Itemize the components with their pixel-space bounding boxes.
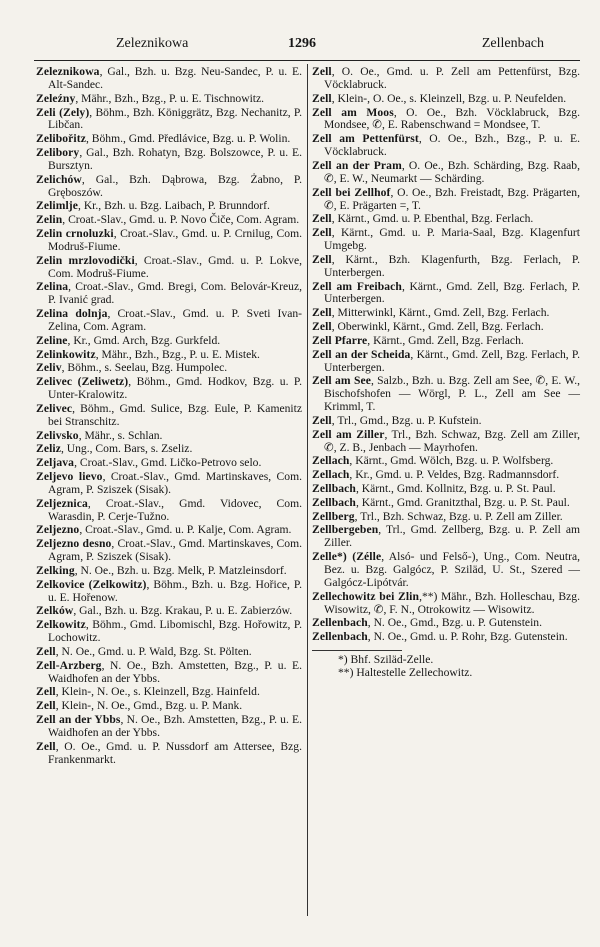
entry: Zellbach, Kärnt., Gmd. Kollnitz, Bzg. u. P. St. Paul. bbox=[312, 482, 556, 496]
footnote: *) Bhf. Sziläd-Zelle. bbox=[338, 653, 434, 667]
entry: Zeljevo lievo, Croat.-Slav., Gmd. Martinskaves, Com. Agram, P. Sziszek (Sisak). bbox=[36, 470, 302, 496]
entry: Zell an der Ybbs, N. Oe., Bzh. Amstetten, Bzg., P. u. E. Waidhofen an der Ybbs. bbox=[36, 713, 302, 739]
entry: Zelivec, Böhm., Gmd. Sulice, Bzg. Eule, P. Kamenitz bei Stranschitz. bbox=[36, 401, 302, 428]
entry: Zeljezno desno, Croat.-Slav., Gmd. Martinskaves, Com. Agram, P. Sziszek (Sisak). bbox=[36, 537, 302, 564]
entry: Zelking, N. Oe., Bzh. u. Bzg. Melk, P. Matzleinsdorf. bbox=[36, 563, 287, 577]
entry: Zeleznikowa, Gal., Bzh. u. Bzg. Neu-Sandec, P. u. E. Alt-Sandec. bbox=[36, 65, 302, 91]
entry: Zell, Klein-, O. Oe., s. Kleinzell, Bzg. u. P. Neufelden. bbox=[312, 91, 567, 105]
entry: Zell am Freibach, Kärnt., Gmd. Zell, Bzg. Ferlach, P. Unterbergen. bbox=[312, 279, 580, 306]
entry: Zell an der Pram, O. Oe., Bzh. Schärding, Bzg. Raab, ✆, E. W., Neumarkt — Schärding. bbox=[312, 158, 581, 185]
entry: Zelibory, Gal., Bzh. Rohatyn, Bzg. Bolszowce, P. u. E. Bursztyn. bbox=[36, 146, 302, 172]
entry: Zelina dolnja, Croat.-Slav., Gmd. u. P. Sveti Ivan-Zelina, Com. Agram. bbox=[36, 307, 302, 334]
entry: Zellberg, Trl., Bzh. Schwaz, Bzg. u. P. Zell am Ziller. bbox=[312, 509, 563, 523]
column-divider bbox=[307, 64, 308, 916]
entry: Zelibořitz, Böhm., Gmd. Předlávice, Bzg. u. P. Wolin. bbox=[36, 132, 291, 146]
entry: Zell, O. Oe., Gmd. u. P. Nussdorf am Attersee, Bzg. Frankenmarkt. bbox=[36, 739, 302, 766]
header-rule bbox=[34, 60, 580, 61]
entry: Zellbergeben, Trl., Gmd. Zellberg, Bzg. u. P. Zell am Ziller. bbox=[312, 523, 580, 550]
entry: Zell am Moos, O. Oe., Bzh. Vöcklabruck, Bzg. Mondsee, ✆, E. Rabenschwand = Mondsee, T. bbox=[312, 105, 580, 132]
entry: Zeliz, Ung., Com. Bars, s. Zseliz. bbox=[36, 442, 193, 456]
entry: Zelinkowitz, Mähr., Bzh., Bzg., P. u. E. Mistek. bbox=[36, 347, 260, 361]
entry: Zelin, Croat.-Slav., Gmd. u. P. Novo Čiče, Com. Agram. bbox=[36, 213, 300, 227]
footnote: **) Haltestelle Zellechowitz. bbox=[338, 666, 473, 680]
entry: Zelin mrzlovodički, Croat.-Slav., Gmd. u. P. Lokve, Com. Modruš-Fiume. bbox=[36, 253, 303, 280]
entry: Zell, Trl., Gmd., Bzg. u. P. Kufstein. bbox=[312, 413, 482, 427]
entry: Zelimlje, Kr., Bzh. u. Bzg. Laibach, P. Brunndorf. bbox=[36, 199, 270, 213]
entry: Zell, Klein-, N. Oe., Gmd., Bzg. u. P. Mank. bbox=[36, 699, 243, 713]
header-right-keyword: Zellenbach bbox=[481, 36, 544, 51]
entry: Zell, O. Oe., Gmd. u. P. Zell am Pettenfürst, Bzg. Vöcklabruck. bbox=[312, 65, 580, 91]
entry: Zell, Mitterwinkl, Kärnt., Gmd. Zell, Bzg. Ferlach. bbox=[312, 306, 550, 320]
entry: Zell am Ziller, Trl., Bzh. Schwaz, Bzg. Zell am Ziller, ✆, Z. B., Jenbach — Mayrhofen. bbox=[312, 427, 580, 454]
entry: Zell bei Zellhof, O. Oe., Bzh. Freistadt, Bzg. Prägarten, ✆, E. Prägarten =, T. bbox=[312, 185, 580, 212]
entry: Zelkovice (Zelkowitz), Böhm., Bzh. u. Bzg. Hořice, P. u. E. Hořenow. bbox=[36, 577, 302, 604]
entry: Zeline, Kr., Gmd. Arch, Bzg. Gurkfeld. bbox=[36, 333, 221, 347]
entry: Zell Pfarre, Kärnt., Gmd. Zell, Bzg. Ferlach. bbox=[312, 333, 524, 347]
entry: Zell, Kärnt., Gmd. u. P. Ebenthal, Bzg. Ferlach. bbox=[312, 212, 534, 226]
page-header bbox=[40, 36, 580, 56]
header-left-keyword: Zeleznikowa bbox=[116, 36, 189, 51]
entry: Zellbach, Kärnt., Gmd. Granitzthal, Bzg. u. P. St. Paul. bbox=[312, 495, 570, 509]
entry: Zell, Oberwinkl, Kärnt., Gmd. Zell, Bzg. Ferlach. bbox=[312, 320, 544, 334]
entry: Zell, Kärnt., Gmd. u. P. Maria-Saal, Bzg. Klagenfurt Umgebg. bbox=[312, 226, 580, 253]
entry: Zelle*) (Zélle, Alsó- und Felső-), Ung., Com. Neutra, Bez. u. Bzg. Galgócz, P. Sziläd, U. St., Szered — Galgócz-Lipótvár. bbox=[312, 550, 580, 589]
entry: Zelina, Croat.-Slav., Gmd. Bregi, Com. Belovár-Kreuz, P. Ivanić grad. bbox=[36, 280, 302, 307]
entry: Zellach, Kärnt., Gmd. Wölch, Bzg. u. P. Wolfsberg. bbox=[312, 454, 554, 468]
entry: Zell, Kärnt., Bzh. Klagenfurth, Bzg. Ferlach, P. Unterbergen. bbox=[312, 252, 580, 279]
entry: Zelin crnoluzki, Croat.-Slav., Gmd. u. P. Crnilug, Com. Modruš-Fiume. bbox=[36, 227, 302, 253]
page-number: 1296 bbox=[288, 36, 316, 51]
entry: Zell am Pettenfürst, O. Oe., Bzh., Bzg., P. u. E. Vöcklabruck. bbox=[312, 132, 580, 159]
entry: Zeliv, Böhm., s. Seelau, Bzg. Humpolec. bbox=[36, 361, 228, 375]
entry: Zellechowitz bei Zlin,**) Mähr., Bzh. Holleschau, Bzg. Wisowitz, ✆, F. N., Otrokowitz — Wisowitz. bbox=[312, 589, 581, 616]
entry: Zeljezno, Croat.-Slav., Gmd. u. P. Kalje, Com. Agram. bbox=[36, 523, 292, 537]
entry: Zell, N. Oe., Gmd. u. P. Wald, Bzg. St. Pölten. bbox=[36, 644, 252, 658]
entry: Zellach, Kr., Gmd. u. P. Veldes, Bzg. Radmannsdorf. bbox=[312, 468, 560, 482]
right-column bbox=[312, 66, 580, 680]
entry: Zellenbach, N. Oe., Gmd. u. P. Rohr, Bzg. Gutenstein. bbox=[312, 630, 568, 644]
entry: Zellenbach, N. Oe., Gmd., Bzg. u. P. Gutenstein. bbox=[312, 616, 542, 630]
entry: Zell am See, Salzb., Bzh. u. Bzg. Zell am See, ✆, E. W., Bischofshofen — Wörgl, P. L., Zell am See — Krimml, T. bbox=[312, 374, 580, 414]
entry: Zelków, Gal., Bzh. u. Bzg. Krakau, P. u. E. Zabierzów. bbox=[36, 604, 293, 618]
entry: Zelichów, Gal., Bzh. Dąbrowa, Bzg. Żabno, P. Gręboszów. bbox=[36, 172, 302, 199]
entry: Zeli (Zely), Böhm., Bzh. Königgrätz, Bzg. Nechanitz, P. Libčan. bbox=[36, 105, 302, 132]
entry: Zelkowitz, Böhm., Gmd. Libomischl, Bzg. Hořowitz, P. Lochowitz. bbox=[36, 618, 302, 645]
entry: Zeleźny, Mähr., Bzh., Bzg., P. u. E. Tischnowitz. bbox=[36, 91, 265, 105]
entry: Zell-Arzberg, N. Oe., Bzh. Amstetten, Bzg., P. u. E. Waidhofen an der Ybbs. bbox=[36, 658, 302, 685]
entry: Zell an der Scheida, Kärnt., Gmd. Zell, Bzg. Ferlach, P. Unterbergen. bbox=[312, 347, 580, 374]
entry: Zelivec (Zeliwetz), Böhm., Gmd. Hodkov, Bzg. u. P. Unter-Kralowitz. bbox=[36, 375, 302, 402]
entry: Zelivsko, Mähr., s. Schlan. bbox=[36, 428, 163, 442]
entry: Zeljava, Croat.-Slav., Gmd. Ličko-Petrovo selo. bbox=[36, 456, 262, 470]
left-column bbox=[36, 66, 302, 767]
entry: Zeljeznica, Croat.-Slav., Gmd. Vidovec, Com. Warasdin, P. Cerje-Tužno. bbox=[36, 496, 302, 523]
entry: Zell, Klein-, N. Oe., s. Kleinzell, Bzg. Hainfeld. bbox=[36, 685, 260, 699]
